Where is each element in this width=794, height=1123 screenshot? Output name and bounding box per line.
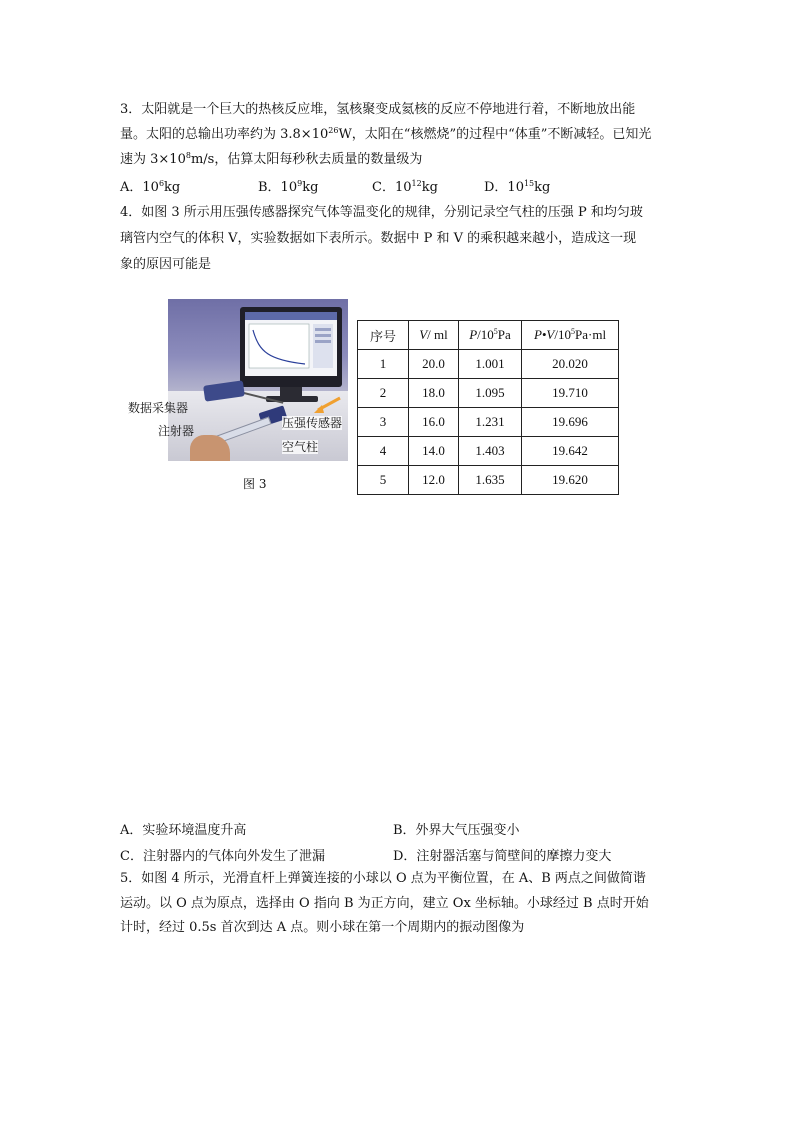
cell-volume: 14.0 <box>409 437 459 466</box>
label-pressure-sensor: 压强传感器 <box>282 416 343 430</box>
cell-volume: 12.0 <box>409 466 459 495</box>
q4-line-3: 象的原因可能是 <box>120 257 212 272</box>
cell-seq: 3 <box>358 408 409 437</box>
header-pressure: $P/10^5Pa$ <box>459 321 522 350</box>
cell-product: 19.710 <box>522 379 619 408</box>
q3-line-2: 量。太阳的总输出功率约为 $3.8\times 10^{26}W$，太阳在“核燃烧”的过程中“体重”不断减轻。已知光 <box>120 126 652 142</box>
q4-option-c: C．注射器内的气体向外发生了泄漏 <box>120 849 325 864</box>
table-row <box>358 437 619 466</box>
cell-product: 19.696 <box>522 408 619 437</box>
label-syringe: 注射器 <box>158 424 195 438</box>
q4-line-2: 璃管内空气的体积 V，实验数据如下表所示。数据中 P 和 V 的乘积越来越小，造成这一现 <box>120 231 637 246</box>
cell-seq: 5 <box>358 466 409 495</box>
q3-option-c: C．$10^{12}kg$ <box>372 179 438 195</box>
q4-option-d: D．注射器活塞与简壁间的摩擦力变大 <box>393 849 612 864</box>
header-product: $P•V/10^5Pa\cdot ml$ <box>522 321 619 350</box>
figure-3-caption: 图 3 <box>243 477 267 491</box>
q5-line-3: 计时，经过 0.5s 首次到达 A 点。则小球在第一个周期内的振动图像为 <box>120 920 525 935</box>
monitor-image <box>240 307 342 387</box>
cell-product: 20.020 <box>522 350 619 379</box>
table-row <box>358 408 619 437</box>
data-table <box>357 320 619 495</box>
cell-pressure: 1.403 <box>459 437 522 466</box>
table-header-row <box>358 321 619 350</box>
q4-option-b: B．外界大气压强变小 <box>393 823 520 838</box>
q4-line-1: 4．如图 3 所示用压强传感器探究气体等温变化的规律，分别记录空气柱的压强 P 和均匀玻 <box>120 205 643 220</box>
cell-pressure: 1.635 <box>459 466 522 495</box>
cell-volume: 20.0 <box>409 350 459 379</box>
cell-product: 19.642 <box>522 437 619 466</box>
table-row <box>358 466 619 495</box>
q4-option-a: A．实验环境温度升高 <box>120 823 247 838</box>
q3-option-a: A．$10^6kg$ <box>120 179 181 195</box>
experiment-photo <box>168 299 348 461</box>
q3-line-3: 速为 $3\times 10^8m/s$，估算太阳每秒秋去质量的数量级为 <box>120 151 423 167</box>
header-volume: V/ ml <box>409 321 459 350</box>
hand-image <box>190 435 230 461</box>
cell-seq: 4 <box>358 437 409 466</box>
label-data-collector: 数据采集器 <box>128 401 189 415</box>
q5-line-1: 5．如图 4 所示，光滑直杆上弹簧连接的小球以 O 点为平衡位置，在 A、B 两点之间做简谐 <box>120 871 646 886</box>
q3-option-b: B．$10^9kg$ <box>258 179 319 195</box>
header-seq: 序号 <box>358 321 409 350</box>
table-row <box>358 379 619 408</box>
q3-option-d: D．$10^{15}kg$ <box>484 179 551 195</box>
q5-line-2: 运动。以 O 点为原点，选择由 O 指向 B 为正方向，建立 Ox 坐标轴。小球经过 B 点时开始 <box>120 896 649 911</box>
arrow-icon <box>312 396 342 416</box>
label-air-column: 空气柱 <box>282 440 319 454</box>
q3-line-1: 3．太阳就是一个巨大的热核反应堆，氢核聚变成氦核的反应不停地进行着，不断地放出能 <box>120 102 636 117</box>
cell-seq: 2 <box>358 379 409 408</box>
cell-pressure: 1.001 <box>459 350 522 379</box>
table-row <box>358 350 619 379</box>
cell-seq: 1 <box>358 350 409 379</box>
cell-volume: 18.0 <box>409 379 459 408</box>
cell-pressure: 1.095 <box>459 379 522 408</box>
cell-product: 19.620 <box>522 466 619 495</box>
cell-volume: 16.0 <box>409 408 459 437</box>
cell-pressure: 1.231 <box>459 408 522 437</box>
